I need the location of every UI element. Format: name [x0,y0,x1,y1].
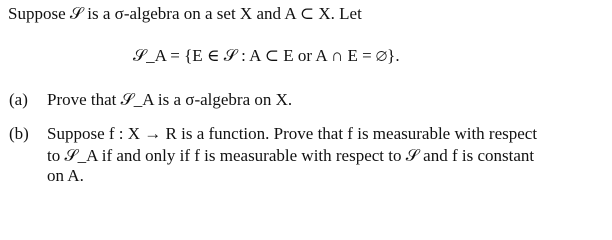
part-a-text: Prove that 𝒮_A is a σ-algebra on X. [47,90,293,109]
part-b-text-line-1: Suppose f : X → R is a function. Prove that f is measurable with respect [47,124,538,143]
problem-intro: Suppose 𝒮 is a σ-algebra on a set X and A ⊂ X. Let [8,4,362,23]
part-a [9,90,292,110]
part-b-text-line-2: to 𝒮_A if and only if f is measurable with respect to 𝒮 and f is constant [47,146,535,165]
part-a-tag: (a) [9,90,28,109]
part-b-text-line-3: on A. [47,166,84,185]
part-b-tag: (b) [9,124,29,143]
definition-display: 𝒮_A = {E ∈ 𝒮 : A ⊂ E or A ∩ E = ∅}. [133,46,400,65]
part-b [9,124,537,144]
